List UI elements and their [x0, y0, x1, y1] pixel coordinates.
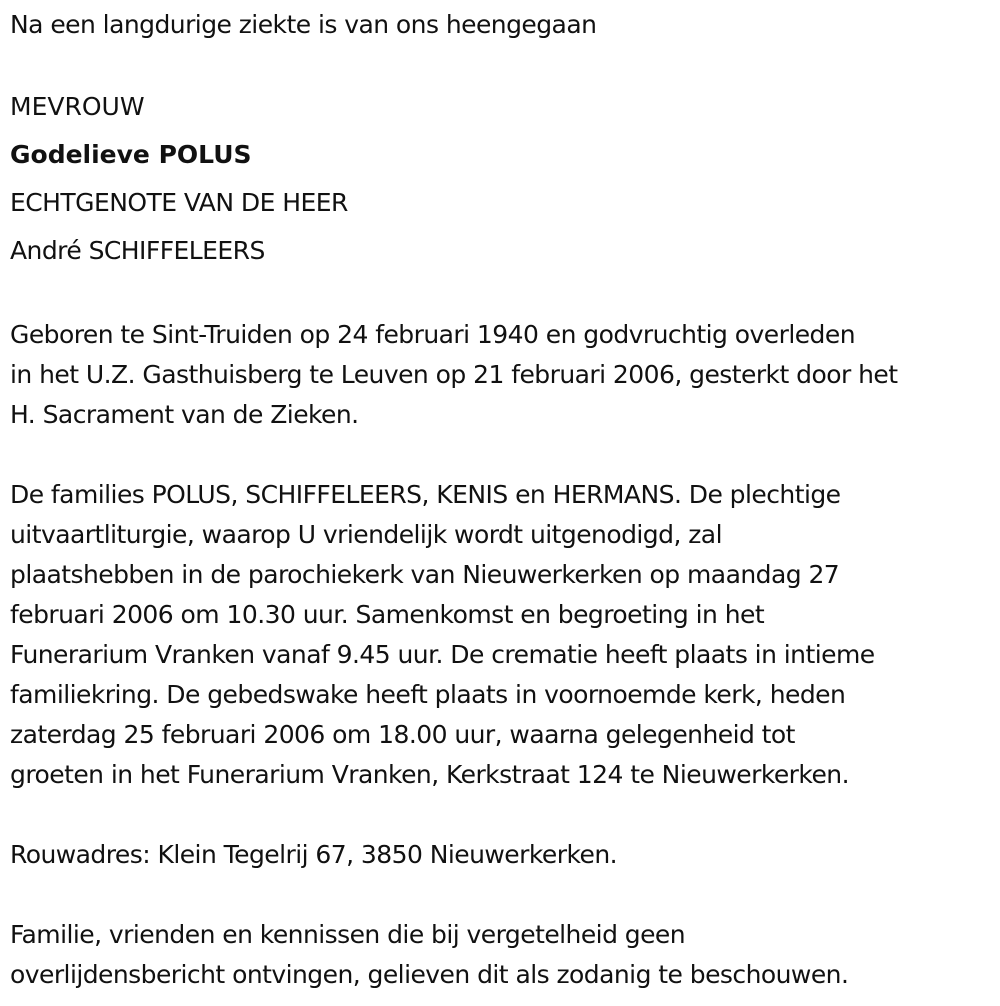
paragraph-line: H. Sacrament van de Zieken.: [10, 400, 359, 429]
paragraph-line: zaterdag 25 februari 2006 om 18.00 uur, waarna gelegenheid tot: [10, 720, 795, 749]
paragraph-line: groeten in het Funerarium Vranken, Kerkstraat 124 te Nieuwerkerken.: [10, 760, 849, 789]
spacer: [10, 275, 995, 315]
spacer: [10, 875, 995, 915]
obituary-notice: [10, 0, 995, 995]
paragraph-line: Funerarium Vranken vanaf 9.45 uur. De crematie heeft plaats in intieme: [10, 640, 875, 669]
intro-line: Na een langdurige ziekte is van ons heengegaan: [10, 10, 597, 39]
paragraph-line: overlijdensbericht ontvingen, gelieven dit als zodanig te beschouwen.: [10, 960, 849, 989]
deceased-title-block: [10, 83, 995, 275]
paragraph-line: februari 2006 om 10.30 uur. Samenkomst en begroeting in het: [10, 600, 765, 629]
paragraph-line: familiekring. De gebedswake heeft plaats in voornoemde kerk, heden: [10, 680, 846, 709]
paragraph-line: Geboren te Sint-Truiden op 24 februari 1940 en godvruchtig overleden: [10, 320, 855, 349]
spacer: [10, 795, 995, 835]
paragraph-line: in het U.Z. Gasthuisberg te Leuven op 21 februari 2006, gesterkt door het: [10, 360, 898, 389]
paragraph-line: De families POLUS, SCHIFFELEERS, KENIS en HERMANS. De plechtige: [10, 480, 841, 509]
paragraph-line: plaatshebben in de parochiekerk van Nieuwerkerken op maandag 27: [10, 560, 840, 589]
mourning-address: Rouwadres: Klein Tegelrij 67, 3850 Nieuwerkerken.: [10, 840, 618, 869]
paragraph-line: uitvaartliturgie, waarop U vriendelijk wordt uitgenodigd, zal: [10, 520, 722, 549]
honorific: MEVROUW: [10, 92, 145, 121]
deceased-name: Godelieve POLUS: [10, 140, 252, 169]
birth-death-paragraph: [10, 315, 995, 435]
relation-line: ECHTGENOTE VAN DE HEER: [10, 188, 348, 217]
spacer: [10, 435, 995, 475]
spouse-name: André SCHIFFELEERS: [10, 236, 265, 265]
funeral-paragraph: [10, 475, 995, 795]
spacer: [10, 45, 995, 83]
closing-paragraph: [10, 915, 995, 995]
paragraph-line: Familie, vrienden en kennissen die bij vergetelheid geen: [10, 920, 686, 949]
